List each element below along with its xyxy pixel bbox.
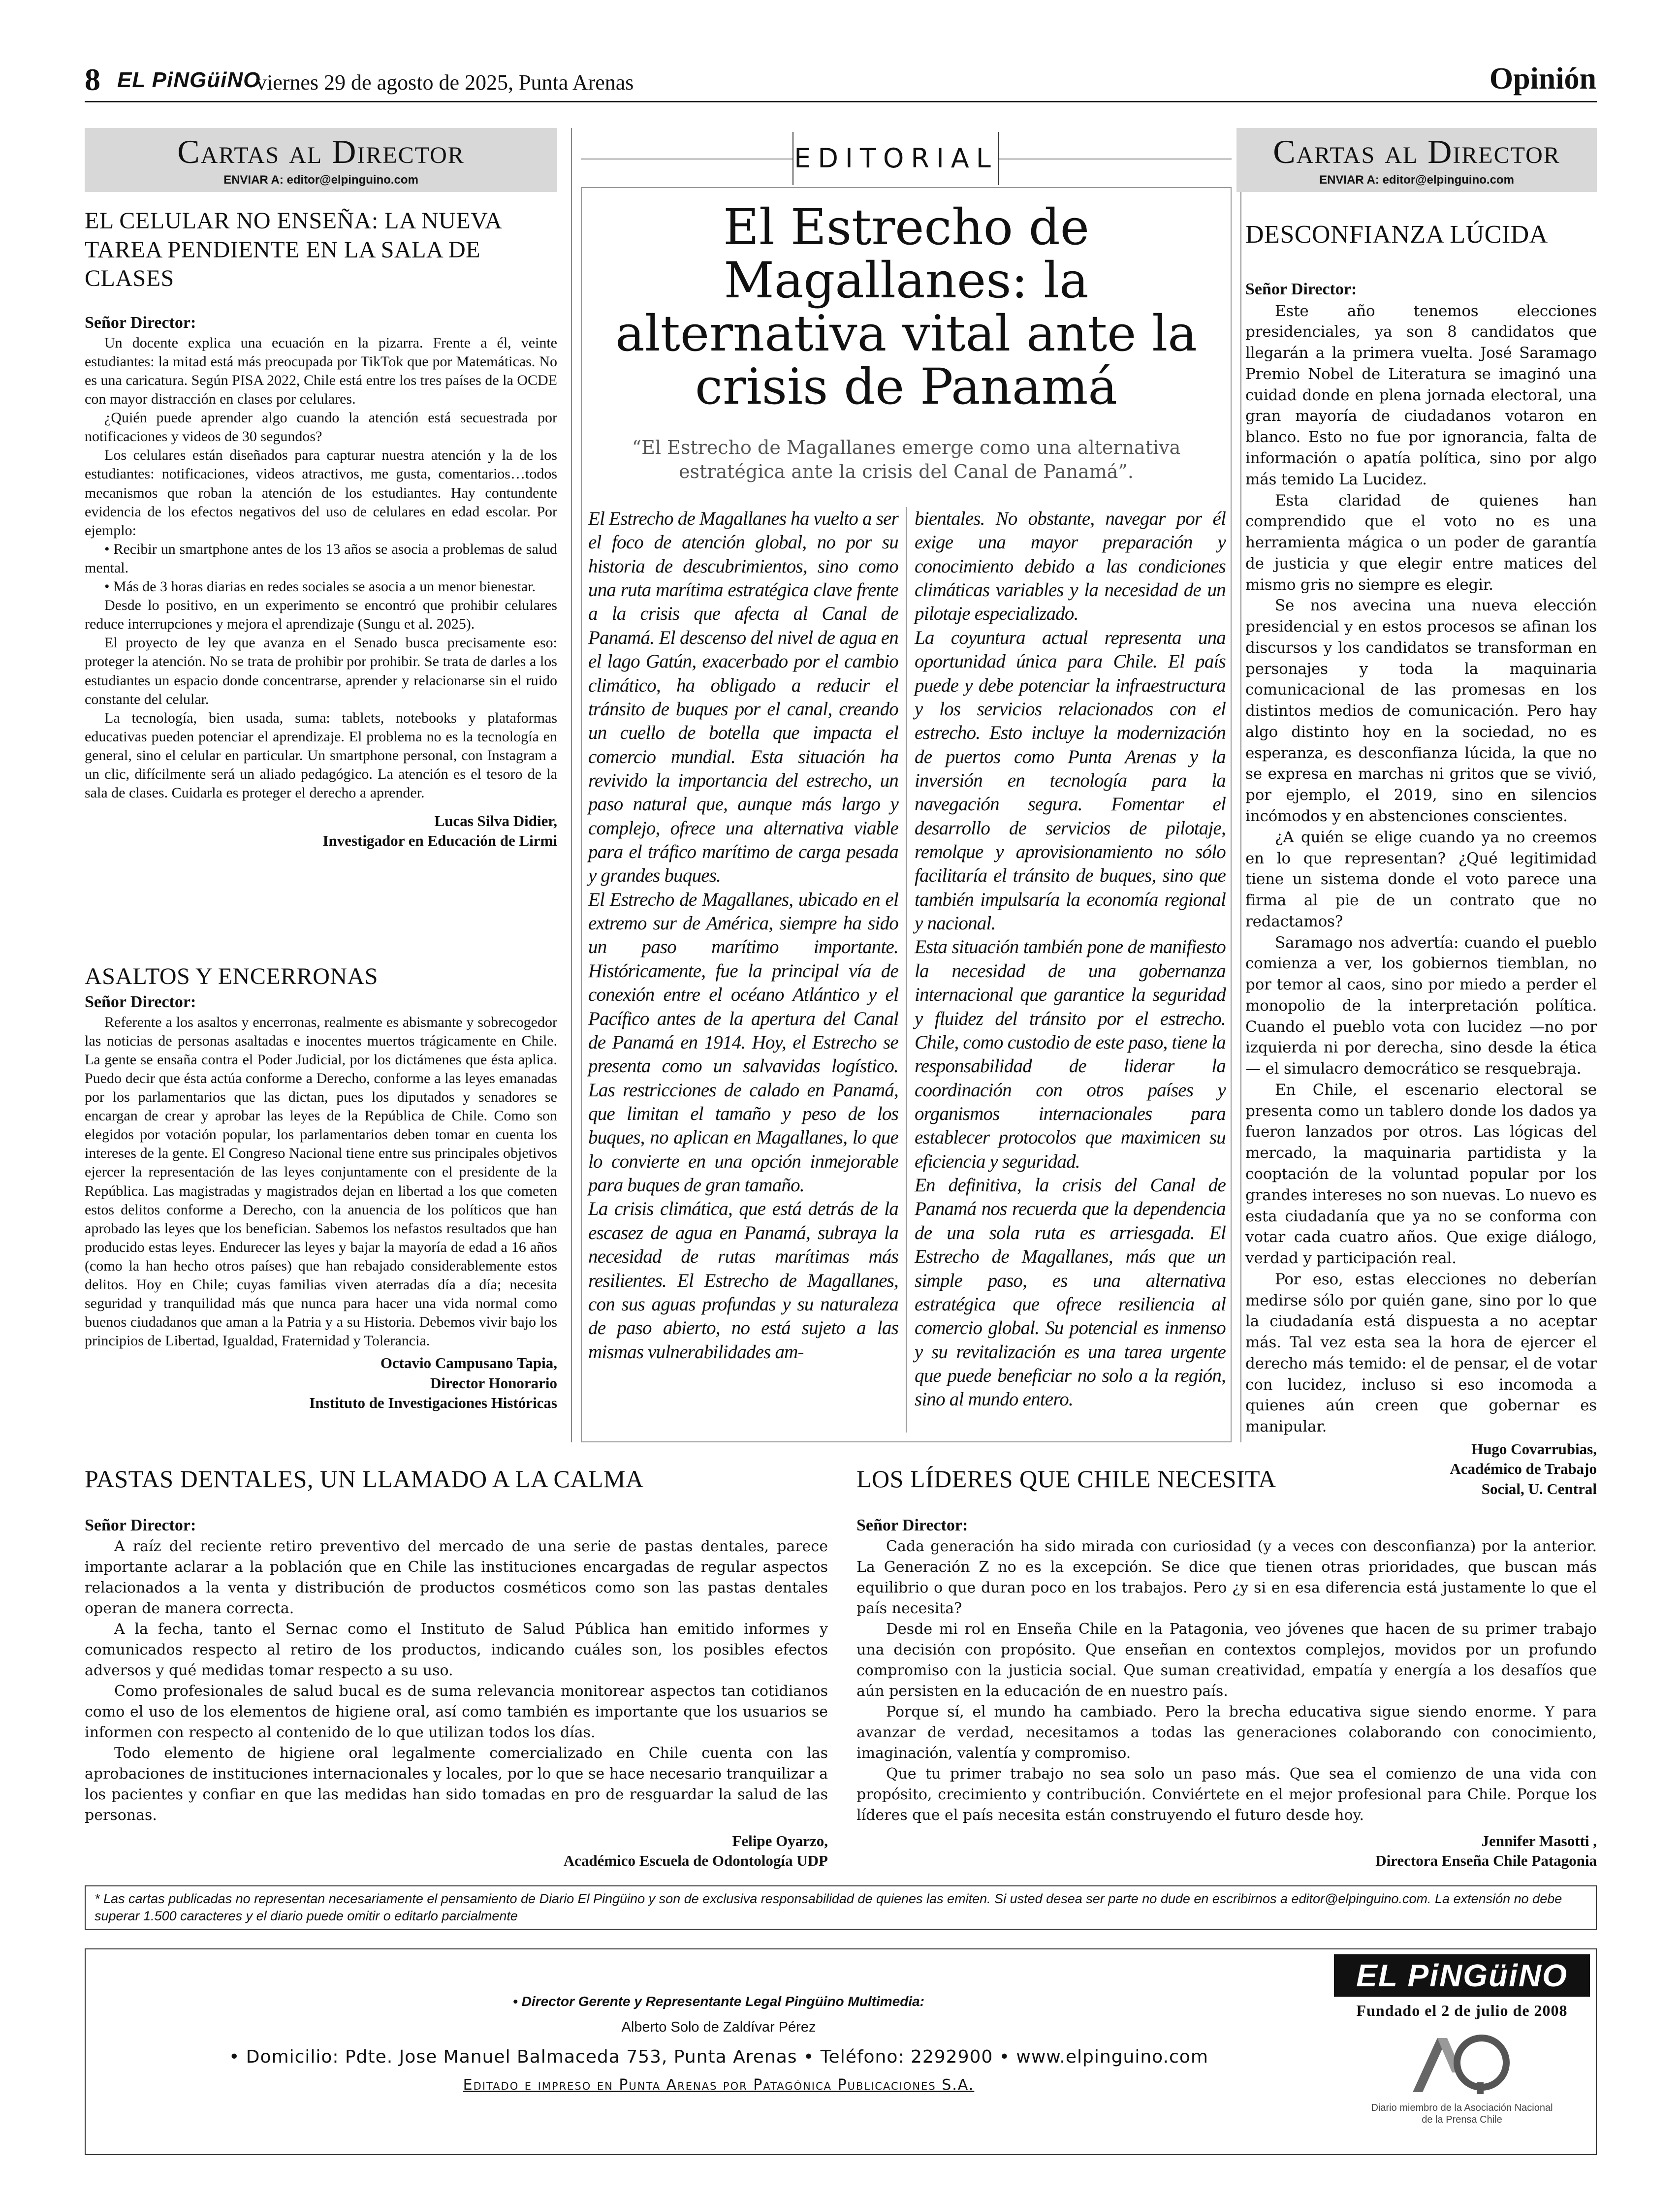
letter-title: ASALTOS Y ENCERRONAS xyxy=(85,963,378,989)
signature-role: Académico Escuela de Odontología UDP xyxy=(563,1852,828,1870)
paragraph: Porque sí, el mundo ha cambiado. Pero la brecha educativa sigue siendo enorme. Y para avanzar de verdad, necesitamos a todas las generaciones colaborando con conocimiento, imaginación, valentía y compromiso. xyxy=(856,1703,1597,1762)
letter-desconfianza xyxy=(1245,219,1597,1499)
letter-title: LOS LÍDERES QUE CHILE NECESITA xyxy=(856,1465,1276,1493)
paragraph: Cada generación ha sido mirada con curiosidad (y a veces con desconfianza) por la anterior. La Generación Z no es la excepción. Se dice que tienen otras prioridades, que buscan más equilibrio o que duran poco en los trabajos. Pero ¿y si en esa diferencia está justamente lo que el país necesita? xyxy=(856,1538,1597,1618)
editorial-quote: “El Estrecho de Magallanes emerge como una alternativa estratégica ante la crisis del Canal de Panamá”. xyxy=(632,437,1181,483)
editorial-title: El Estrecho de Magallanes: la alternativa vital ante la crisis de Panamá xyxy=(615,198,1197,415)
signature xyxy=(856,1831,1597,1871)
paragraph: En definitiva, la crisis del Canal de Panamá nos recuerda que la dependencia de una sola ruta es arriesgada. El Estrecho de Magallanes, más que un simple paso, es una alternativa estratégica que ofrece resiliencia al comercio global. Su potencial es inmenso y su revitalización es una tarea urgente que puede beneficiar no solo a la región, sino al mundo entero. xyxy=(915,1175,1226,1410)
letter-asaltos xyxy=(85,962,557,1413)
disclaimer: * Las cartas publicadas no representan necesariamente el pensamiento de Diario El Pingüino y son de exclusiva responsabilidad de quienes las emiten. Si usted desea ser parte no dude en escribirnos a editor@elpinguino.com. La extensión no debe superar 1.500 caracteres y el diario puede omitir o editarlo parcialmente xyxy=(85,1885,1597,1930)
paragraph: A la fecha, tanto el Sernac como el Instituto de Salud Pública han emitido informes y comunicados respecto al retiro de los productos, indicando cuáles son, los posibles efectos adversos y qué medidas tomar respecto a su uso. xyxy=(85,1621,828,1680)
signature xyxy=(85,811,557,851)
paragraph: • Recibir un smartphone antes de los 13 años se asocia a problemas de salud mental. xyxy=(85,541,557,576)
letter-title: EL CELULAR NO ENSEÑA: LA NUEVA TAREA PENDIENTE EN LA SALA DE CLASES xyxy=(85,208,501,292)
signature-name: Lucas Silva Didier, xyxy=(434,812,557,830)
signature-role: Director Honorario xyxy=(430,1374,557,1392)
paragraph: Se nos avecina una nueva elección presidencial y en estos procesos se afinan los discursos y los candidatos se transforman en personajes y toda la maquinaria comunicacional de las promesas en los distintos medios de comunicación. Pero hay algo distinto hoy en la sociedad, no es esperanza, es desconfianza lúcida, la que no se expresa en marchas ni gritos que se vivió, por ejemplo, el 2019, sino en silencios incómodos y en abstenciones conscientes. xyxy=(1245,597,1597,825)
letters-header-left xyxy=(85,128,557,192)
anp-logo-icon xyxy=(1408,2028,1516,2097)
paragraph: La crisis climática, que está detrás de la escasez de agua en Panamá, subraya la necesidad de rutas marítimas más resilientes. El Estrecho de Magallanes, con sus aguas profundas y su naturaleza de paso abierto, no está sujeto a las mismas vulnerabilidades am- xyxy=(588,1198,898,1363)
paragraph: ¿A quién se elige cuando ya no creemos en lo que representan? ¿Qué legitimidad tiene un sistema donde el voto parece una firma al pie de un contrato que no redactamos? xyxy=(1245,828,1597,930)
paragraph: ¿Quién puede aprender algo cuando la atención está secuestrada por notificaciones y videos de 30 segundos? xyxy=(85,410,557,445)
letter-body xyxy=(856,1536,1597,1826)
footer-director-label: • Director Gerente y Representante Legal Pingüino Multimedia: xyxy=(513,1994,924,2009)
paragraph: Referente a los asaltos y encerronas, realmente es abismante y sobrecogedor las noticias de personas asaltadas e inocentes muertos trágicamente en Chile. La gente se ensaña contra el Poder Judicial, por los dictámenes que ésta aplica. Puedo decir que ésta actúa conforme a Derecho, conforme a las leyes emanadas por los parlamentarios que las dictan, pues los diputados y senadores se encargan de crear y aprobar las leyes de la República de Chile. Como son elegidos por votación popular, los parlamentarios deben tomar en cuenta los intereses de la gente. El Congreso Nacional tiene entre sus principales objetivos ejercer la representación de las leyes conjuntamente con el presidente de la República. Las magistradas y magistrados dejan en libertad a los que cometen estos delitos conforme a Derecho, con la anuencia de los políticos que han aprobado las leyes que los benefician. Sabemos los nefastos resultados que han producido estas leyes. Endurecer las leyes y bajar la mayoría de edad a 16 años (como la han hecho otros países) que han rebajado considerablemente estos delitos. Hoy en Chile; cuyas familias viven aterradas día a día; necesita seguridad y tranquilidad más que nunca para hacer una vida normal como buenos ciudadanos que aman a la Patria y a su Historia. Debemos vivir bajo los principios de Libertad, Igualdad, Fraternidad y Tolerancia. xyxy=(85,1014,557,1349)
letter-pastas-dentales xyxy=(85,1465,828,1826)
signature-name: Octavio Campusano Tapia, xyxy=(380,1354,557,1372)
paragraph: Un docente explica una ecuación en la pizarra. Frente a él, veinte estudiantes: la mitad está más preocupada por TikTok que por Matemáticas. No es una caricatura. Según PISA 2022, Chile está entre los tres países de la OCDE con mayor distracción en clases por celulares. xyxy=(85,334,557,408)
paragraph: La tecnología, bien usada, suma: tablets, notebooks y plataformas educativas pueden potenciar el aprendizaje. El problema no es la tecnología en general, sino el celular en particular. Un smartphone personal, con Instagram a un clic, difícilmente será un aliado pedagógico. La atención es el tesoro de la sala de clases. Cuidarla es proteger el derecho a aprender. xyxy=(85,709,557,801)
signature-name: Hugo Covarrubias, xyxy=(1471,1440,1597,1458)
paragraph: Por eso, estas elecciones no deberían medirse sólo por quién gane, sino por lo que la ciudadanía está dispuesta a no aceptar más. Tal vez esta sea la hora de ejercer el derecho más temido: el de pensar, el de votar con lucidez, incluso si eso incomoda a quienes aún creen que gobernar es manipular. xyxy=(1245,1270,1597,1436)
signature-institution: Instituto de Investigaciones Históricas xyxy=(309,1394,557,1412)
letter-body xyxy=(85,334,557,802)
anp-caption: Diario miembro de la Asociación Nacional de la Prensa Chile xyxy=(1371,2102,1553,2125)
editorial-tag-box xyxy=(792,132,999,185)
signature-role: Investigador en Educación de Lirmi xyxy=(322,832,557,850)
footer-printed-by: Editado e impreso en Punta Arenas por Patagónica Publicaciones S.A. xyxy=(463,2076,975,2094)
paragraph: El proyecto de ley que avanza en el Senado busca precisamente eso: proteger la atención. No se trata de prohibir por prohibir. Se trata de darles a los estudiantes un espacio donde concentrarse, aprender y relacionarse sin el ruido constante del celular. xyxy=(85,635,557,707)
paragraph: Esta situación también pone de manifiesto la necesidad de una gobernanza internacional que garantice la seguridad y fluidez del tránsito por el estrecho. Chile, como custodio de este paso, tiene la responsabilidad de liderar la coordinación con otros países y organismos internacionales para establecer protocolos que maximicen su eficiencia y seguridad. xyxy=(915,936,1226,1172)
paragraph: Este año tenemos elecciones presidenciales, ya son 8 candidatos que llegarán a la primera vuelta. José Saramago Premio Nobel de Literatura se imaginó una cuidad donde en plena jornada electoral, una gran mayoría de ciudadanos votaron en blanco. Esto no fue por ignorancia, falta de información o apatía política, sino por algo más temido La Lucidez. xyxy=(1245,302,1597,488)
signature-name: Felipe Oyarzo, xyxy=(732,1832,828,1849)
paragraph: El Estrecho de Magallanes, ubicado en el extremo sur de América, siempre ha sido un paso marítimo importante. Históricamente, fue la principal vía de conexión entre el océano Atlántico y el Pacífico antes de la apertura del Canal de Panamá en 1914. Hoy, el Estrecho se presenta como un salvavidas logístico. Las restricciones de calado en Panamá, que limitan el tamaño y peso de los buques, no aplican en Magallanes, lo que lo convierte en una opción inmejorable para buques de gran tamaño. xyxy=(588,889,898,1196)
page-number: 8 xyxy=(85,62,100,97)
paragraph: El Estrecho de Magallanes ha vuelto a ser el foco de atención global, no por su historia de descubrimientos, sino como una ruta marítima estratégica clave frente a la crisis que afecta al Canal de Panamá. El descenso del nivel de agua en el lago Gatún, exacerbado por el cambio climático, ha obligado a reducir el tránsito de buques por el canal, creando un cuello de botella que impacta el comercio mundial. Esta situación ha revivido la importancia del estrecho, un paso natural que, aunque más largo y complejo, ofrece una alternativa viable para el tráfico marítimo de carga pesada y grandes buques. xyxy=(588,508,898,887)
letter-celular xyxy=(85,207,557,851)
signature xyxy=(85,1831,828,1871)
letter-lideres xyxy=(856,1465,1597,1826)
letter-body xyxy=(1245,301,1597,1437)
header-date: viernes 29 de agosto de 2025, Punta Arenas xyxy=(256,70,634,95)
header-rule xyxy=(85,101,1597,102)
editorial-column-1 xyxy=(588,507,898,1364)
salutation: Señor Director: xyxy=(85,1516,196,1534)
paragraph: Desde lo positivo, en un experimento se encontró que prohibir celulares reduce interrupciones y mejora el aprendizaje (Sungu et al. 2025). xyxy=(85,597,557,633)
editorial-column-2 xyxy=(915,507,1226,1412)
paragraph: bientales. No obstante, navegar por él exige una mayor preparación y conocimiento debido a las condiciones climáticas variables y la necesidad de un pilotaje especializado. xyxy=(915,508,1226,625)
footer-logo: EL PiNGüiNO xyxy=(1334,1954,1590,1997)
paragraph: A raíz del reciente retiro preventivo del mercado de una serie de pastas dentales, parece importante aclarar a la población que en Chile las instituciones encargadas de regular aspectos relacionados a la venta y distribución de productos cosméticos como son las pastas dentales operan de manera correcta. xyxy=(85,1538,828,1618)
founded-date: Fundado el 2 de julio de 2008 xyxy=(1356,2002,1568,2019)
signature xyxy=(85,1353,557,1413)
letter-body xyxy=(85,1536,828,1826)
paragraph: Esta claridad de quienes han comprendido que el voto no es una herramienta mágica o un poder de garantía de justicia y que elegir entre matices del mismo gris no siempre es elegir. xyxy=(1245,491,1597,594)
letter-title: DESCONFIANZA LÚCIDA xyxy=(1245,221,1548,249)
letters-email: ENVIAR A: editor@elpinguino.com xyxy=(1319,173,1514,187)
editorial-tag: EDITORIAL xyxy=(794,143,998,174)
footer-director-name: Alberto Solo de Zaldívar Pérez xyxy=(621,2019,816,2035)
paragraph: Que tu primer trabajo no sea solo un paso más. Que sea el comienzo de una vida con propósito, crecimiento y contribución. Conviértete en el mejor profesional para Chile. Porque los líderes que el país necesita están construyendo el futuro desde hoy. xyxy=(856,1765,1597,1824)
signature-role: Directora Enseña Chile Patagonia xyxy=(1375,1852,1597,1870)
header-logo: EL PiNGüiNO xyxy=(117,68,261,92)
footer-address: • Domicilio: Pdte. Jose Manuel Balmaceda 753, Punta Arenas • Teléfono: 2292900 • www.elpinguino.com xyxy=(229,2047,1208,2067)
salutation: Señor Director: xyxy=(85,313,196,332)
paragraph: La coyuntura actual representa una oportunidad única para Chile. El país puede y debe potenciar la infraestructura y los servicios relacionados con el estrecho. Esto incluye la modernización de puertos como Punta Arenas y la inversión en tecnología para la navegación segura. Fomentar el desarrollo de servicios de pilotaje, remolque y aprovisionamiento no sólo facilitaría el tránsito de buques, sino que también impulsaría la economía regional y nacional. xyxy=(915,627,1226,934)
letters-header-title: Cartas al Director xyxy=(1273,133,1560,170)
signature-institution: Social, U. Central xyxy=(1481,1480,1597,1497)
signature-role: Académico de Trabajo xyxy=(1450,1460,1597,1478)
editorial-column-divider xyxy=(906,507,907,1433)
letters-header-title: Cartas al Director xyxy=(177,133,465,170)
column-divider xyxy=(571,128,572,1442)
paragraph: Como profesionales de salud bucal es de suma relevancia monitorear aspectos tan cotidianos como el uso de los elementos de higiene oral, así como también es importante que los usuarios se informen con respecto al contenido de lo que utilizan todos los días. xyxy=(85,1683,828,1742)
section-title: Opinión xyxy=(1489,62,1596,96)
salutation: Señor Director: xyxy=(85,992,196,1011)
salutation: Señor Director: xyxy=(856,1516,968,1534)
paragraph: • Más de 3 horas diarias en redes sociales se asocia a un menor bienestar. xyxy=(104,578,536,595)
salutation: Señor Director: xyxy=(1245,280,1357,299)
anp-logo xyxy=(1408,2028,1516,2097)
paragraph: Los celulares están diseñados para capturar nuestra atención y la de los estudiantes: notificaciones, videos atractivos, me gusta, comentarios…todos mecanismos que roban la atención de los estudiantes. Hay contundente evidencia de los efectos negativos del uso de celulares en edad escolar. Por ejemplo: xyxy=(85,447,557,539)
paragraph: Desde mi rol en Enseña Chile en la Patagonia, veo jóvenes que hacen de su primer trabajo una decisión con propósito. Que enseñan en contextos complejos, movidos por un profundo compromiso con la justicia social. Que suman creatividad, empatía y energía a los desafíos que aún persisten en la educación de en nuestro país. xyxy=(856,1621,1597,1700)
column-divider xyxy=(1240,128,1241,1442)
letter-title: PASTAS DENTALES, UN LLAMADO A LA CALMA xyxy=(85,1465,644,1493)
signature-name: Jennifer Masotti , xyxy=(1481,1832,1597,1849)
letter-body xyxy=(85,1013,557,1351)
paragraph: Saramago nos advertía: cuando el pueblo comienza a ver, los gobiernos tiemblan, no por temor al caos, sino por miedo a perder el monopolio de la interpretación política. Cuando el pueblo vota con lucidez —no por izquierda ni por derecha, sino desde la ética— el simulacro democrático se resquebraja. xyxy=(1245,933,1597,1078)
letters-header-right xyxy=(1236,128,1597,192)
letters-email: ENVIAR A: editor@elpinguino.com xyxy=(223,173,418,187)
paragraph: En Chile, el escenario electoral se presenta como un tablero donde los dados ya fueron lanzados por otros. Las lógicas del mercado, la maquinaria partidista y la cooptación de la voluntad popular por los grandes intereses no son nuevas. Lo nuevo es esta ciudadanía que ya no se conforma con votar cada cuatro años. Que exige diálogo, verdad y participación real. xyxy=(1245,1081,1597,1268)
paragraph: Todo elemento de higiene oral legalmente comercializado en Chile cuenta con las aprobaciones de instituciones internacionales y locales, por lo que se hace necesario tranquilizar a los pacientes y confiar en que las medidas han sido tomadas en pro de resguardar la salud de las personas. xyxy=(85,1745,828,1824)
